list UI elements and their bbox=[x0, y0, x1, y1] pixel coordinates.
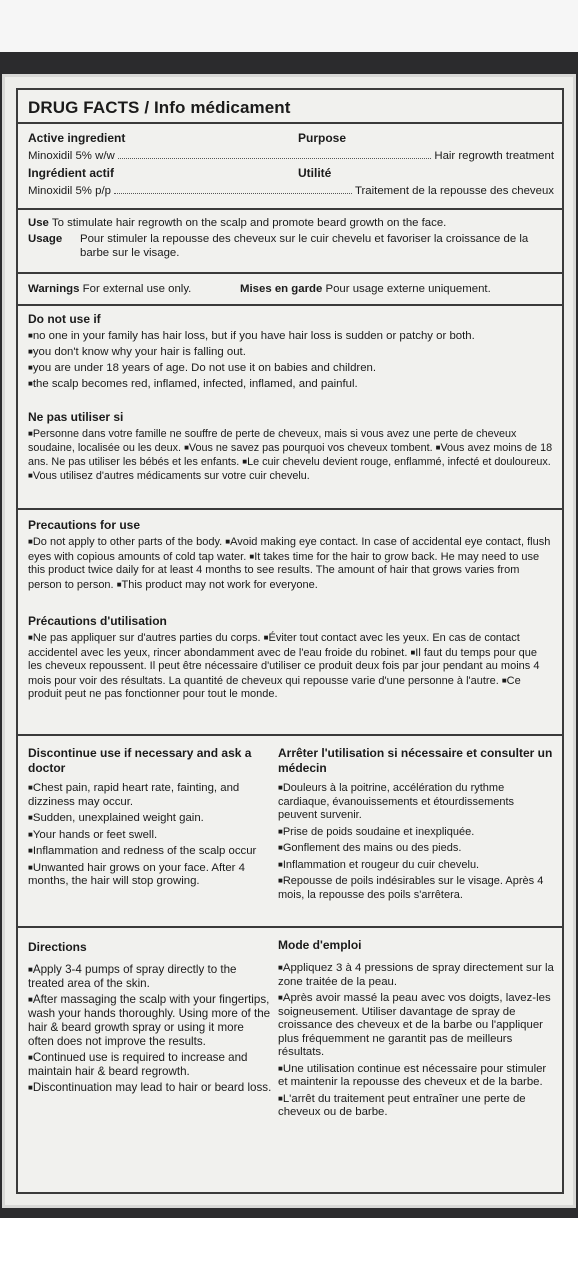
list-item: ■ Sudden, unexplained weight gain. bbox=[28, 811, 280, 826]
precautions-section bbox=[18, 510, 562, 736]
usage-line bbox=[28, 232, 554, 260]
do-not-use-heading-fr: Ne pas utiliser si bbox=[28, 410, 124, 424]
purpose-label-fr: Utilité bbox=[298, 166, 332, 180]
list-item: ■ you don't know why your hair is falling out. bbox=[28, 345, 554, 359]
precautions-heading-en: Precautions for use bbox=[28, 518, 141, 532]
use-label: Use bbox=[28, 217, 49, 229]
warnings-fr bbox=[240, 282, 491, 296]
list-item: ■ It takes time for the hair to grow back. He may need to use this product twice daily for at least 4 months to see results. The amount of hair that grows varies from person to person. bbox=[28, 551, 539, 591]
do-not-use-list-fr bbox=[28, 427, 554, 483]
list-item: ■ Do not apply to other parts of the body. bbox=[28, 536, 222, 548]
directions-fr bbox=[278, 938, 554, 1122]
precautions-list-en bbox=[28, 535, 554, 592]
directions-list-en bbox=[28, 963, 272, 1095]
list-item: ■ After massaging the scalp with your fingertips, wash your hands thoroughly. Using more of the hair & beard growth spray or using it more often does not improve the results. bbox=[28, 993, 272, 1049]
list-item: ■ no one in your family has hair loss, but if you have hair loss is sudden or patchy or both. bbox=[28, 329, 554, 343]
list-item: ■ This product may not work for everyone. bbox=[117, 579, 318, 591]
precautions-en bbox=[28, 518, 554, 592]
list-item: ■ Discontinuation may lead to hair or beard loss. bbox=[28, 1081, 272, 1095]
list-item: ■ Vous utilisez d'autres médicaments sur votre cuir chevelu. bbox=[28, 470, 310, 482]
list-item: ■ Inflammation and redness of the scalp occur bbox=[28, 844, 280, 859]
warnings-label-fr: Mises en garde bbox=[240, 283, 323, 295]
directions-heading-fr: Mode d'emploi bbox=[278, 938, 362, 952]
list-item: ■ Une utilisation continue est nécessaire pour stimuler et maintenir la repousse des cheveux et de la barbe. bbox=[278, 1062, 554, 1090]
drug-facts-panel bbox=[16, 88, 564, 1194]
list-item: ■ Your hands or feet swell. bbox=[28, 828, 280, 843]
do-not-use-list-en bbox=[28, 329, 554, 391]
list-item: ■ Gonflement des mains ou des pieds. bbox=[278, 841, 554, 856]
active-ingredient-section bbox=[18, 124, 562, 210]
discontinue-heading-fr: Arrêter l'utilisation si nécessaire et consulter un médecin bbox=[278, 746, 553, 775]
list-item: ■ Inflammation et rougeur du cuir chevelu. bbox=[278, 858, 554, 873]
do-not-use-heading-en: Do not use if bbox=[28, 312, 101, 326]
list-item: ■ Personne dans votre famille ne souffre de perte de cheveux, mais si vous avez une perte de cheveux soudaine, localisée ou les deux. bbox=[28, 428, 516, 454]
active-ingredient-value-fr: Minoxidil 5% p/p bbox=[28, 185, 111, 197]
list-item: ■ Douleurs à la poitrine, accélération du rythme cardiaque, évanouissements et étourdissements peuvent survenir. bbox=[278, 781, 554, 823]
list-item: ■ Vous ne savez pas pourquoi vos cheveux tombent. bbox=[184, 442, 433, 454]
discontinue-section bbox=[18, 736, 562, 928]
list-item: ■ L'arrêt du traitement peut entraîner une perte de cheveux ou de barbe. bbox=[278, 1092, 554, 1120]
use-section bbox=[18, 210, 562, 274]
purpose-label-en: Purpose bbox=[298, 131, 347, 145]
warnings-label-en: Warnings bbox=[28, 283, 80, 295]
do-not-use-en bbox=[28, 312, 554, 393]
active-ingredient-row-fr bbox=[28, 184, 554, 198]
list-item: ■ Unwanted hair grows on your face. After 4 months, the hair will stop growing. bbox=[28, 861, 280, 889]
purpose-value-en: Hair regrowth treatment bbox=[434, 150, 554, 162]
directions-en bbox=[28, 940, 272, 1097]
list-item: ■ Éviter tout contact avec les yeux. En cas de contact accidentel avec les yeux, rincer abondamment avec de l'eau froide du robinet. bbox=[28, 632, 520, 659]
warnings-section bbox=[18, 274, 562, 306]
directions-heading-en: Directions bbox=[28, 940, 87, 954]
discontinue-fr bbox=[278, 746, 554, 904]
list-item: ■ Ce produit peut ne pas fonctionner pour tout le monde. bbox=[28, 675, 521, 701]
active-ingredient-label-fr: Ingrédient actif bbox=[28, 166, 115, 180]
list-item: ■ Le cuir chevelu devient rouge, enflammé, infecté et douloureux. bbox=[242, 456, 551, 468]
active-ingredient-label-en: Active ingredient bbox=[28, 131, 126, 145]
use-line bbox=[28, 216, 554, 230]
list-item: ■ Repousse de poils indésirables sur le visage. Après 4 mois, la repousse des poils s'arrêtera. bbox=[278, 874, 554, 902]
list-item: ■ Appliquez 3 à 4 pressions de spray directement sur la zone traitée de la peau. bbox=[278, 961, 554, 989]
list-item: ■ Avoid making eye contact. In case of accidental eye contact, flush eyes with copious amounts of cold tap water. bbox=[28, 536, 550, 563]
list-item: ■ the scalp becomes red, inflamed, infected, inflamed, and painful. bbox=[28, 377, 554, 391]
list-item: ■ you are under 18 years of age. Do not use it on babies and children. bbox=[28, 361, 554, 375]
list-item: ■ Apply 3-4 pumps of spray directly to the treated area of the skin. bbox=[28, 963, 272, 991]
discontinue-list-fr bbox=[278, 781, 554, 902]
discontinue-heading-en: Discontinue use if necessary and ask a doctor bbox=[28, 746, 252, 775]
list-item: ■ Après avoir massé la peau avec vos doigts, lavez-les soigneusement. Utiliser davantage de spray de croissance des cheveux et de la barbe ou l'appliquer plus fréquemment ne garantit pas de meilleurs résultats. bbox=[278, 991, 554, 1060]
use-text: To stimulate hair regrowth on the scalp and promote beard growth on the face. bbox=[51, 217, 447, 229]
active-ingredient-value-en: Minoxidil 5% w/w bbox=[28, 150, 115, 162]
do-not-use-fr bbox=[28, 410, 554, 483]
warnings-text-en: For external use only. bbox=[82, 283, 192, 295]
directions-section bbox=[18, 928, 562, 1192]
list-item: ■ Ne pas appliquer sur d'autres parties du corps. bbox=[28, 632, 261, 644]
do-not-use-section bbox=[18, 306, 562, 510]
discontinue-list-en bbox=[28, 781, 280, 889]
title-section bbox=[18, 90, 562, 124]
leader-dots bbox=[118, 158, 432, 159]
usage-text: Pour stimuler la repousse des cheveux sur le cuir chevelu et favoriser la croissance de la barbe sur le visage. bbox=[80, 233, 529, 259]
list-item: ■ Chest pain, rapid heart rate, fainting, and dizziness may occur. bbox=[28, 781, 280, 809]
usage-label: Usage bbox=[28, 233, 63, 245]
warnings-text-fr: Pour usage externe uniquement. bbox=[325, 283, 491, 295]
list-item: ■ Continued use is required to increase and maintain hair & beard regrowth. bbox=[28, 1051, 272, 1079]
directions-list-fr bbox=[278, 961, 554, 1120]
list-item: ■ Vous avez moins de 18 ans. Ne pas utiliser les bébés et les enfants. bbox=[28, 442, 552, 468]
bottom-margin bbox=[0, 1218, 578, 1268]
discontinue-en bbox=[28, 746, 280, 891]
list-item: ■ Il faut du temps pour que les cheveux repoussent. Il peut être nécessaire d'utiliser ce produit deux fois par jour pendant au moins 4 mois pour voir des résultats. La quantité de cheveux qui repousse varie d'une personne à l'autre. bbox=[28, 647, 539, 687]
precautions-heading-fr: Précautions d'utilisation bbox=[28, 614, 167, 628]
top-margin bbox=[0, 0, 578, 52]
purpose-value-fr: Traitement de la repousse des cheveux bbox=[354, 185, 554, 197]
precautions-list-fr bbox=[28, 631, 554, 702]
precautions-fr bbox=[28, 614, 554, 702]
drug-facts-title: DRUG FACTS / Info médicament bbox=[28, 98, 291, 117]
list-item: ■ Prise de poids soudaine et inexpliquée. bbox=[278, 825, 554, 840]
active-ingredient-row-en bbox=[28, 149, 554, 163]
leader-dots bbox=[114, 193, 352, 194]
